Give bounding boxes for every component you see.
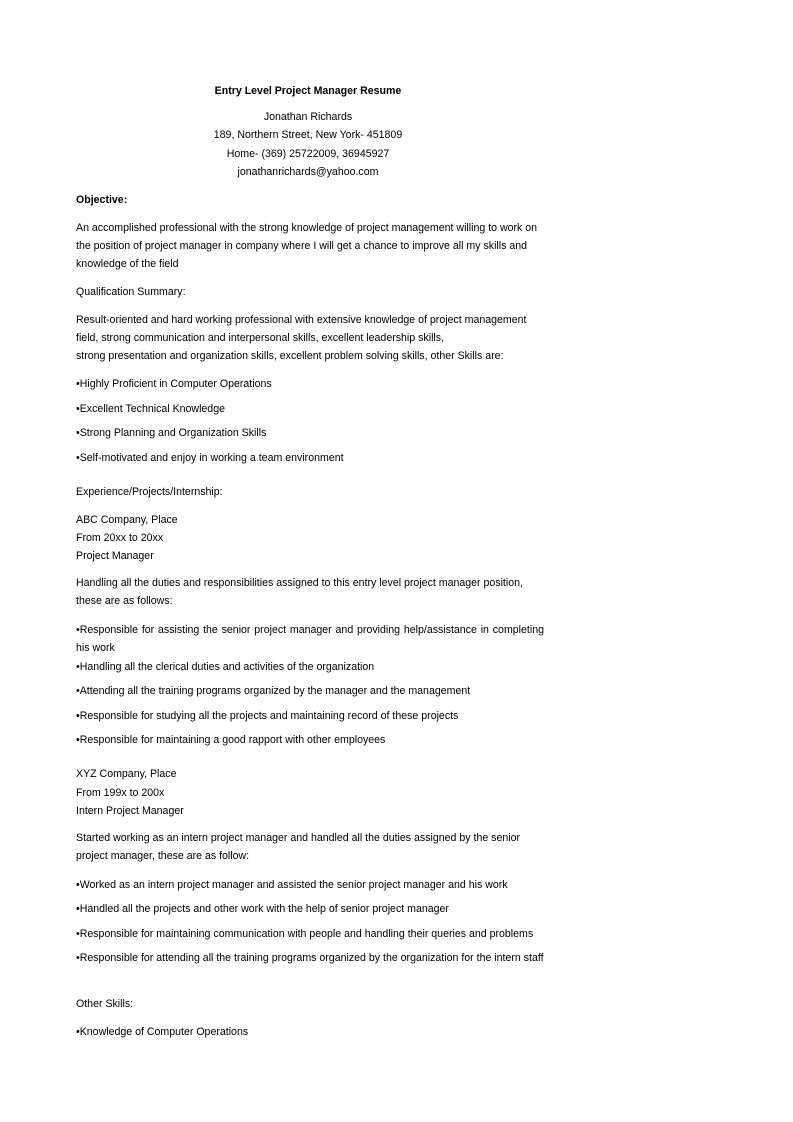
- qualification-bullet: •Self-motivated and enjoy in working a team environment: [76, 452, 344, 464]
- bullet-icon: •: [76, 624, 80, 636]
- bullet-icon: •: [76, 1026, 80, 1038]
- bullet-icon: •: [76, 378, 80, 390]
- job-company: XYZ Company, Place: [76, 768, 177, 780]
- qualification-bullet: •Strong Planning and Organization Skills: [76, 427, 267, 439]
- job-dates: From 199x to 200x: [76, 787, 165, 799]
- objective-heading: Objective:: [76, 194, 128, 206]
- bullet-icon: •: [76, 427, 80, 439]
- job-bullet: •Worked as an intern project manager and assisted the senior project manager and his work: [76, 879, 508, 891]
- qualification-text-line: field, strong communication and interpersonal skills, excellent leadership skills,: [76, 332, 445, 344]
- job-bullet: •Attending all the training programs organized by the manager and the management: [76, 685, 471, 697]
- objective-text: An accomplished professional with the strong knowledge of project management willing to work on the position of project manager in company where I will get a chance to improve all my skills and knowledge of the field: [76, 222, 538, 270]
- document-title: Entry Level Project Manager Resume: [214, 85, 402, 97]
- job-company: ABC Company, Place: [76, 514, 178, 526]
- bullet-icon: •: [76, 928, 80, 940]
- job-role: Project Manager: [76, 550, 154, 562]
- bullet-icon: •: [76, 661, 80, 673]
- job-bullet: •Handled all the projects and other work with the help of senior project manager: [76, 903, 449, 915]
- job-intro: Handling all the duties and responsibilities assigned to this entry level project manager position, these are as follows:: [76, 577, 523, 607]
- job-bullet: •Responsible for assisting the senior project manager and providing help/assistance in completing his work: [76, 624, 544, 654]
- qualification-bullet: •Excellent Technical Knowledge: [76, 403, 225, 415]
- bullet-icon: •: [76, 685, 80, 697]
- bullet-icon: •: [76, 903, 80, 915]
- contact-email: jonathanrichards@yahoo.com: [237, 166, 379, 178]
- bullet-icon: •: [76, 734, 80, 746]
- other-skills-bullet: •Knowledge of Computer Operations: [76, 1026, 249, 1038]
- qualification-heading: Qualification Summary:: [76, 286, 186, 298]
- job-dates: From 20xx to 20xx: [76, 532, 164, 544]
- bullet-icon: •: [76, 952, 80, 964]
- job-intro: Started working as an intern project manager and handled all the duties assigned by the senior project manager, these are as follow:: [76, 832, 521, 862]
- job-bullet: •Responsible for attending all the training programs organized by the organization for the intern staff: [76, 952, 544, 964]
- bullet-icon: •: [76, 403, 80, 415]
- contact-phone: Home- (369) 25722009, 36945927: [226, 148, 390, 160]
- contact-address: 189, Northern Street, New York- 451809: [213, 129, 403, 141]
- qualification-bullet: •Highly Proficient in Computer Operations: [76, 378, 272, 390]
- experience-heading: Experience/Projects/Internship:: [76, 486, 223, 498]
- bullet-icon: •: [76, 710, 80, 722]
- job-bullet: •Responsible for maintaining communication with people and handling their queries and problems: [76, 928, 534, 940]
- other-skills-heading: Other Skills:: [76, 998, 134, 1010]
- bullet-icon: •: [76, 879, 80, 891]
- qualification-text-line: strong presentation and organization skills, excellent problem solving skills, other Skills are:: [76, 350, 504, 362]
- job-bullet: •Handling all the clerical duties and activities of the organization: [76, 661, 375, 673]
- job-bullet: •Responsible for studying all the projects and maintaining record of these projects: [76, 710, 459, 722]
- job-role: Intern Project Manager: [76, 805, 184, 817]
- bullet-icon: •: [76, 452, 80, 464]
- contact-name: Jonathan Richards: [263, 111, 353, 123]
- qualification-text-line: Result-oriented and hard working professional with extensive knowledge of project management: [76, 314, 527, 326]
- job-bullet: •Responsible for maintaining a good rapport with other employees: [76, 734, 386, 746]
